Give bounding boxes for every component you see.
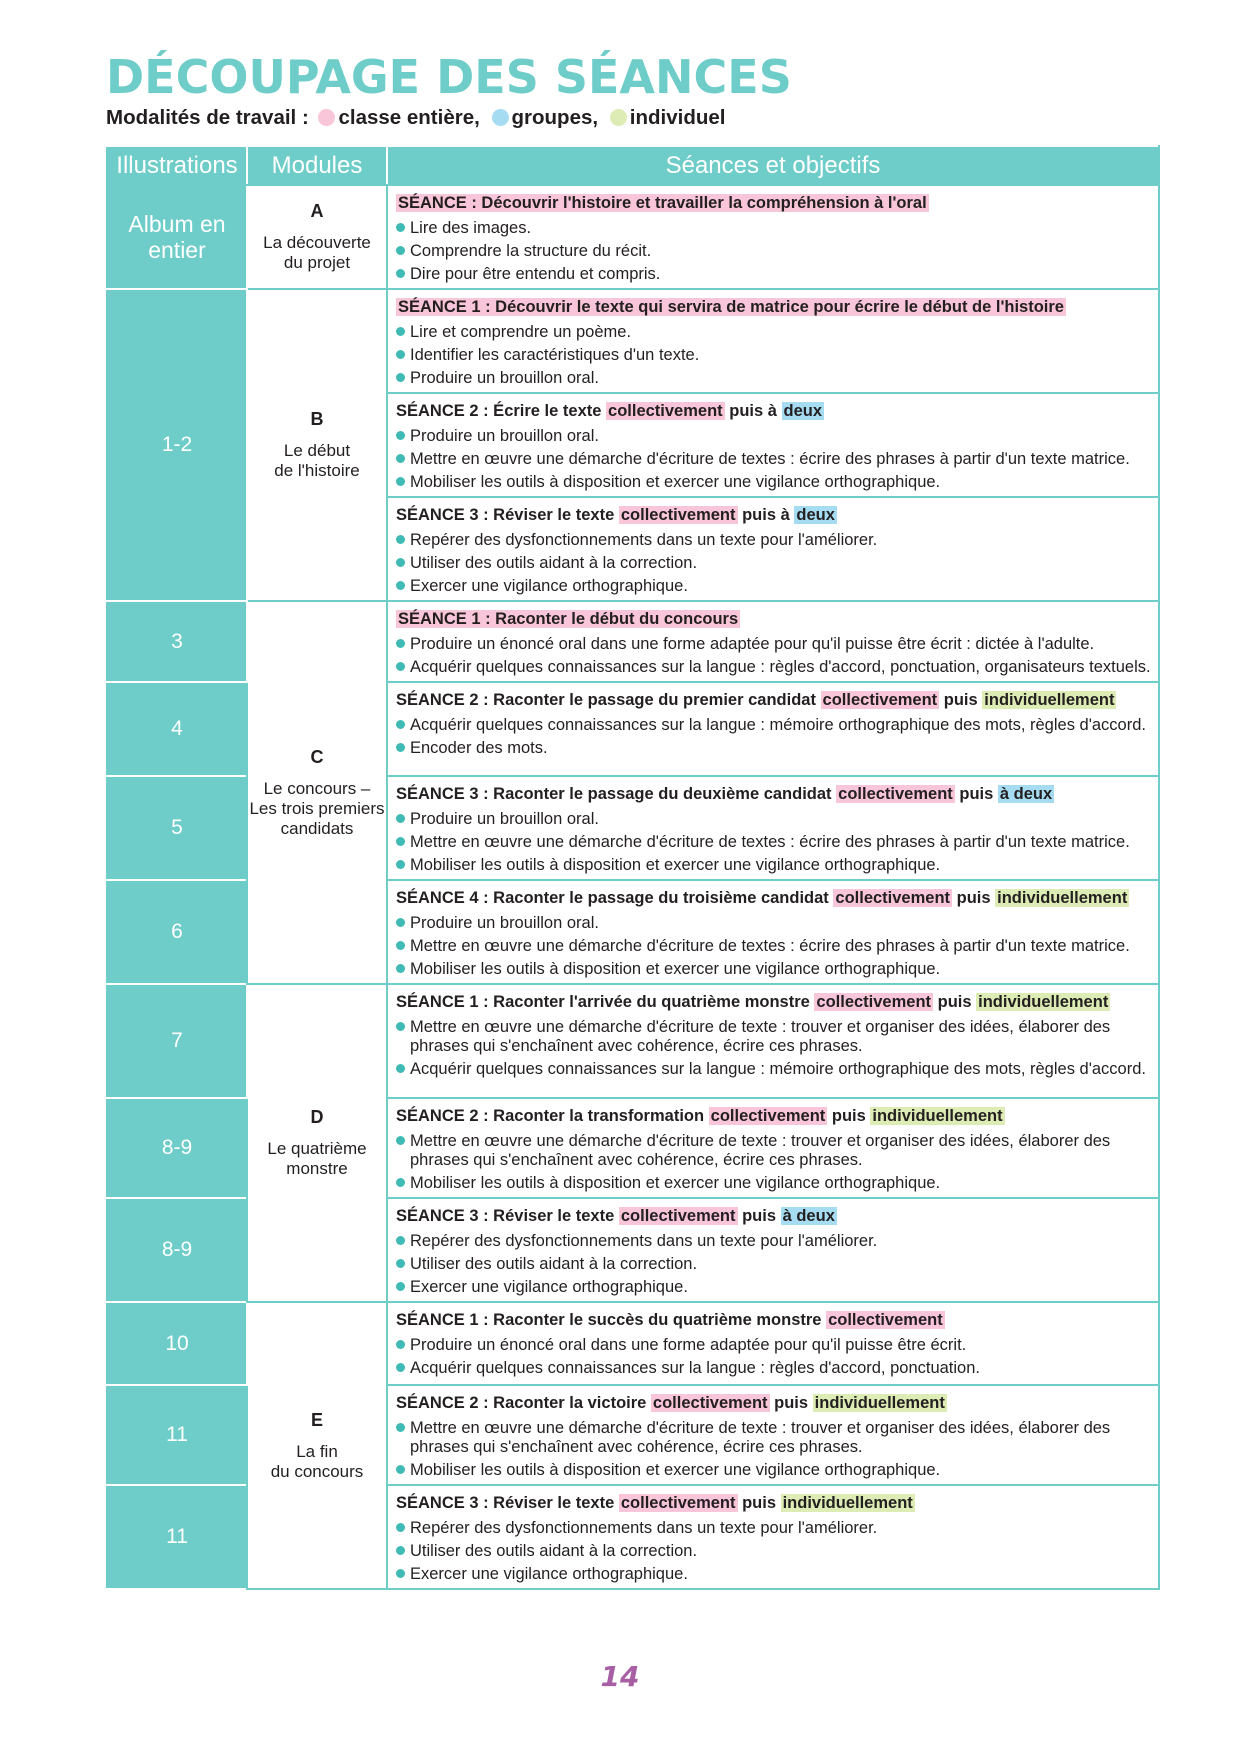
bullet-icon [396,1282,405,1291]
objective-text: Encoder des mots. [410,739,548,757]
module-letter: D [310,1107,324,1127]
illustration-cell: 3 [107,601,247,682]
objective-text: Mobiliser les outils à disposition et exercer une vigilance orthographique. [410,1461,941,1479]
objective-item [396,242,1154,261]
bullet-icon [396,431,405,440]
legend-item-whole-class: classe entière, [338,106,480,129]
session-title-text: SÉANCE 3 : Réviser le texte [396,1494,619,1512]
illustration-cell: 10 [107,1302,247,1385]
objective-item [396,473,1154,492]
bullet-icon [396,350,405,359]
session-title-text: puis à [737,506,795,524]
illustration-cell: Album en entier [107,185,247,289]
module-name-line: de l'histoire [274,461,360,480]
module-cell [247,185,387,289]
work-mode-pink-highlight: collectivement [608,402,723,420]
work-mode-blue-highlight: à deux [782,1207,835,1225]
objective-text: Mettre en œuvre une démarche d'écriture de textes : écrire des phrases à partir d'un texte matrice. [410,450,1130,468]
legend-prefix: Modalités de travail : [106,106,309,129]
module-name-line: du concours [270,1461,364,1481]
module-name-line: La fin [296,1441,338,1461]
session-title-text: puis [827,1107,871,1125]
bullet-icon [396,1523,405,1532]
session-cell [387,682,1159,776]
session-title-text: puis [939,691,983,709]
objective-text: Utiliser des outils aidant à la correction. [410,1542,698,1560]
blue-dot-icon [492,109,509,126]
bullet-icon [396,1423,405,1432]
objective-text: Mettre en œuvre une démarche d'écriture de textes : écrire des phrases à partir d'un texte matrice. [410,833,1130,851]
bullet-icon [396,1259,405,1268]
objective-text: Repérer des dysfonctionnements dans un texte pour l'améliorer. [410,531,878,549]
objective-item [396,1232,1154,1251]
session-title-text: puis à [724,402,782,420]
illustration-cell: 8-9 [107,1098,247,1198]
table-row [107,601,1159,682]
session-title [396,191,1154,215]
work-mode-green-highlight: individuellement [984,691,1115,709]
work-mode-blue-highlight: deux [783,402,823,420]
objective-text: Lire et comprendre un poème. [410,323,632,341]
table-row [107,1302,1159,1385]
work-mode-pink-highlight: collectivement [822,691,938,709]
objective-item [396,323,1154,342]
module-name-line: La découverte [263,233,371,252]
session-title-text: SÉANCE 3 : Réviser le texte [396,506,619,524]
session-title-text: puis [954,785,998,803]
module-letter: E [310,1409,323,1430]
work-mode-green-highlight: individuellement [997,889,1128,907]
illustration-cell: 5 [107,776,247,880]
legend-item-groups: groupes, [511,106,599,129]
session-title [396,688,1154,712]
objective-item [396,1278,1154,1297]
bullet-icon [396,1236,405,1245]
bullet-icon [396,246,405,255]
objective-text: Acquérir quelques connaissances sur la langue : règles d'accord, ponctuation. [410,1359,980,1377]
header-illustrations: Illustrations [107,146,247,185]
session-title [396,607,1154,631]
work-mode-pink-highlight: collectivement [620,1494,736,1512]
module-name-line: Le quatrième [267,1139,367,1158]
objective-text: Produire un brouillon oral. [410,914,599,932]
bullet-icon [396,223,405,232]
session-title [396,1308,1154,1332]
module-name-line: Le concours – [263,778,371,798]
objective-item [396,1060,1154,1079]
bullet-icon [396,1136,405,1145]
session-title-text: SÉANCE 2 : Écrire le texte [396,402,607,420]
illustration-cell: 1-2 [107,289,247,601]
objective-text: Produire un brouillon oral. [410,369,599,387]
session-title-text: puis [737,1207,781,1225]
work-mode-pink-highlight: collectivement [835,889,951,907]
module-name-line: Les trois premiers [249,798,385,818]
work-mode-green-highlight: individuellement [978,993,1109,1011]
bullet-icon [396,1546,405,1555]
illustration-cell: 6 [107,880,247,984]
work-modes-legend [106,106,727,130]
objective-text: Exercer une vigilance orthographique. [410,577,688,595]
session-title [396,886,1154,910]
objective-item [396,1461,1154,1480]
objective-text: Mettre en œuvre une démarche d'écriture de texte : trouver et organiser des idées, élaborer des phrases qui s'enchaînent avec cohérence, écrire ces phrases. [410,1419,1111,1456]
module-name-line: monstre [286,1159,348,1178]
sessions-table [106,145,1160,1590]
session-title [396,990,1154,1014]
work-mode-pink-highlight: collectivement [838,785,953,803]
session-title-text: puis [933,993,977,1011]
bullet-icon [396,373,405,382]
objective-text: Comprendre la structure du récit. [410,242,652,260]
session-cell [387,1302,1159,1385]
work-mode-pink-highlight: collectivement [652,1394,768,1412]
bullet-icon [396,964,405,973]
objective-text: Dire pour être entendu et compris. [410,265,661,283]
objective-text: Produire un énoncé oral dans une forme adaptée pour qu'il puisse être écrit. [410,1336,967,1354]
work-mode-green-highlight: individuellement [782,1494,913,1512]
work-mode-pink-highlight: collectivement [710,1107,826,1125]
module-cell [247,289,387,601]
bullet-icon [396,1064,405,1073]
bullet-icon [396,558,405,567]
bullet-icon [396,1022,405,1031]
objective-item [396,554,1154,573]
session-title [396,503,1154,527]
session-title-text: SÉANCE 1 : Raconter l'arrivée du quatrième monstre [396,993,815,1011]
module-letter: A [310,201,324,221]
objective-text: Mettre en œuvre une démarche d'écriture de texte : trouver et organiser des idées, élaborer des phrases qui s'enchaînent avec cohérence, écrire ces phrases. [410,1018,1111,1055]
illustration-cell: 7 [107,984,247,1098]
table-header-row [107,146,1159,185]
work-mode-pink-highlight: SÉANCE : Découvrir l'histoire et travailler la compréhension à l'oral [398,194,927,212]
header-sessions: Séances et objectifs [387,146,1159,185]
objective-text: Produire un énoncé oral dans une forme adaptée pour qu'il puisse être écrit : dictée à l'adulte. [410,635,1095,653]
session-title-text: puis [737,1494,781,1512]
table-row [107,289,1159,393]
objective-text: Repérer des dysfonctionnements dans un texte pour l'améliorer. [410,1519,878,1537]
work-mode-blue-highlight: deux [796,506,835,524]
objective-item [396,1359,1154,1378]
module-cell [247,984,387,1302]
objective-item [396,1542,1154,1561]
bullet-icon [396,477,405,486]
bullet-icon [396,743,405,752]
objective-item [396,1132,1154,1170]
bullet-icon [396,941,405,950]
bullet-icon [396,837,405,846]
work-mode-pink-highlight: collectivement [620,506,736,524]
work-mode-pink-highlight: collectivement [828,1311,943,1329]
session-title [396,782,1154,806]
session-cell [387,601,1159,682]
objective-text: Acquérir quelques connaissances sur la langue : mémoire orthographique des mots, règles d'accord. [410,716,1146,734]
module-cell [247,601,387,984]
objective-item [396,914,1154,933]
objective-text: Utiliser des outils aidant à la correction. [410,554,698,572]
session-cell [387,984,1159,1098]
objective-text: Identifier les caractéristiques d'un texte. [410,346,700,364]
objective-item [396,531,1154,550]
objective-item [396,1419,1154,1457]
bullet-icon [396,454,405,463]
session-cell [387,880,1159,984]
objective-item [396,1519,1154,1538]
objective-item [396,810,1154,829]
bullet-icon [396,720,405,729]
session-cell [387,1198,1159,1302]
session-title-text: SÉANCE 2 : Raconter le passage du premier candidat [396,691,821,709]
session-cell [387,1485,1159,1589]
session-title [396,295,1154,319]
objective-item [396,658,1154,677]
table-row [107,984,1159,1098]
work-mode-blue-highlight: à deux [999,785,1053,803]
bullet-icon [396,860,405,869]
bullet-icon [396,535,405,544]
bullet-icon [396,1363,405,1372]
objective-item [396,937,1154,956]
objective-text: Lire des images. [410,219,532,237]
module-name-line: candidats [280,818,354,838]
objective-item [396,1174,1154,1193]
objective-text: Mettre en œuvre une démarche d'écriture de texte : trouver et organiser des idées, élaborer des phrases qui s'enchaînent avec cohérence, écrire ces phrases. [410,1132,1111,1169]
objective-item [396,1565,1154,1584]
module-name-line: Le début [283,441,351,460]
objective-item [396,856,1154,875]
objective-text: Mobiliser les outils à disposition et exercer une vigilance orthographique. [410,960,941,978]
bullet-icon [396,1465,405,1474]
session-cell [387,1385,1159,1485]
bullet-icon [396,1178,405,1187]
objective-text: Repérer des dysfonctionnements dans un texte pour l'améliorer. [410,1232,878,1250]
work-mode-pink-highlight: SÉANCE 1 : Découvrir le texte qui servira de matrice pour écrire le début de l'histoire [398,298,1064,316]
page-title: DÉCOUPAGE DES SÉANCES [106,50,792,104]
objective-text: Acquérir quelques connaissances sur la langue : règles d'accord, ponctuation, organisateurs textuels. [410,658,1151,676]
work-mode-pink-highlight: SÉANCE 1 : Raconter le début du concours [398,610,739,628]
module-letter: C [310,746,324,767]
objective-item [396,833,1154,852]
session-title-text: SÉANCE 2 : Raconter la victoire [396,1394,651,1412]
objective-item [396,577,1154,596]
bullet-icon [396,662,405,671]
objective-item [396,450,1154,469]
objective-text: Acquérir quelques connaissances sur la langue : mémoire orthographique des mots, règles d'accord. [410,1060,1146,1078]
session-cell [387,289,1159,393]
objective-text: Mobiliser les outils à disposition et exercer une vigilance orthographique. [410,473,941,491]
objective-text: Produire un brouillon oral. [410,427,599,445]
objective-item [396,1018,1154,1056]
objective-item [396,1336,1154,1355]
work-mode-pink-highlight: collectivement [816,993,932,1011]
objective-item [396,219,1154,238]
objective-item [396,369,1154,388]
objective-item [396,427,1154,446]
session-cell [387,776,1159,880]
session-title-text: SÉANCE 3 : Raconter le passage du deuxième candidat [396,785,837,803]
illustration-cell: 8-9 [107,1198,247,1302]
session-cell [387,1098,1159,1198]
objective-item [396,739,1154,758]
objective-item [396,346,1154,365]
objective-item [396,960,1154,979]
session-title [396,1391,1154,1415]
bullet-icon [396,918,405,927]
objective-text: Exercer une vigilance orthographique. [410,1565,688,1583]
objective-text: Produire un brouillon oral. [410,810,599,828]
session-title-text: puis [952,889,996,907]
objective-text: Utiliser des outils aidant à la correction. [410,1255,698,1273]
session-title-text: SÉANCE 2 : Raconter la transformation [396,1107,709,1125]
work-mode-green-highlight: individuellement [872,1107,1003,1125]
session-cell [387,393,1159,497]
objective-text: Exercer une vigilance orthographique. [410,1278,688,1296]
header-modules: Modules [247,146,387,185]
bullet-icon [396,814,405,823]
objective-item [396,716,1154,735]
table-row [107,185,1159,289]
work-mode-green-highlight: individuellement [814,1394,945,1412]
illustration-cell: 11 [107,1485,247,1589]
objective-text: Mobiliser les outils à disposition et exercer une vigilance orthographique. [410,856,941,874]
session-title-text: SÉANCE 3 : Réviser le texte [396,1207,619,1225]
session-title-text: puis [769,1394,813,1412]
illustration-cell: 11 [107,1385,247,1485]
bullet-icon [396,639,405,648]
pink-dot-icon [318,109,335,126]
module-cell [247,1302,387,1589]
session-title-text: SÉANCE 4 : Raconter le passage du troisième candidat [396,889,834,907]
module-letter: B [310,409,324,429]
session-title [396,399,1154,423]
work-mode-pink-highlight: collectivement [620,1207,736,1225]
module-name-line: du projet [283,253,351,272]
legend-item-individual: individuel [629,106,726,129]
bullet-icon [396,1569,405,1578]
bullet-icon [396,1340,405,1349]
session-title [396,1204,1154,1228]
objective-item [396,1255,1154,1274]
bullet-icon [396,269,405,278]
objective-text: Mobiliser les outils à disposition et exercer une vigilance orthographique. [410,1174,941,1192]
session-cell [387,185,1159,289]
session-title-text: SÉANCE 1 : Raconter le succès du quatrième monstre [396,1311,827,1329]
objective-item [396,635,1154,654]
bullet-icon [396,581,405,590]
session-title [396,1491,1154,1515]
bullet-icon [396,327,405,336]
green-dot-icon [610,109,627,126]
page-number: 14 [600,1660,640,1693]
objective-text: Mettre en œuvre une démarche d'écriture de textes : écrire des phrases à partir d'un texte matrice. [410,937,1130,955]
session-cell [387,497,1159,601]
objective-item [396,265,1154,284]
session-title [396,1104,1154,1128]
illustration-cell: 4 [107,682,247,776]
